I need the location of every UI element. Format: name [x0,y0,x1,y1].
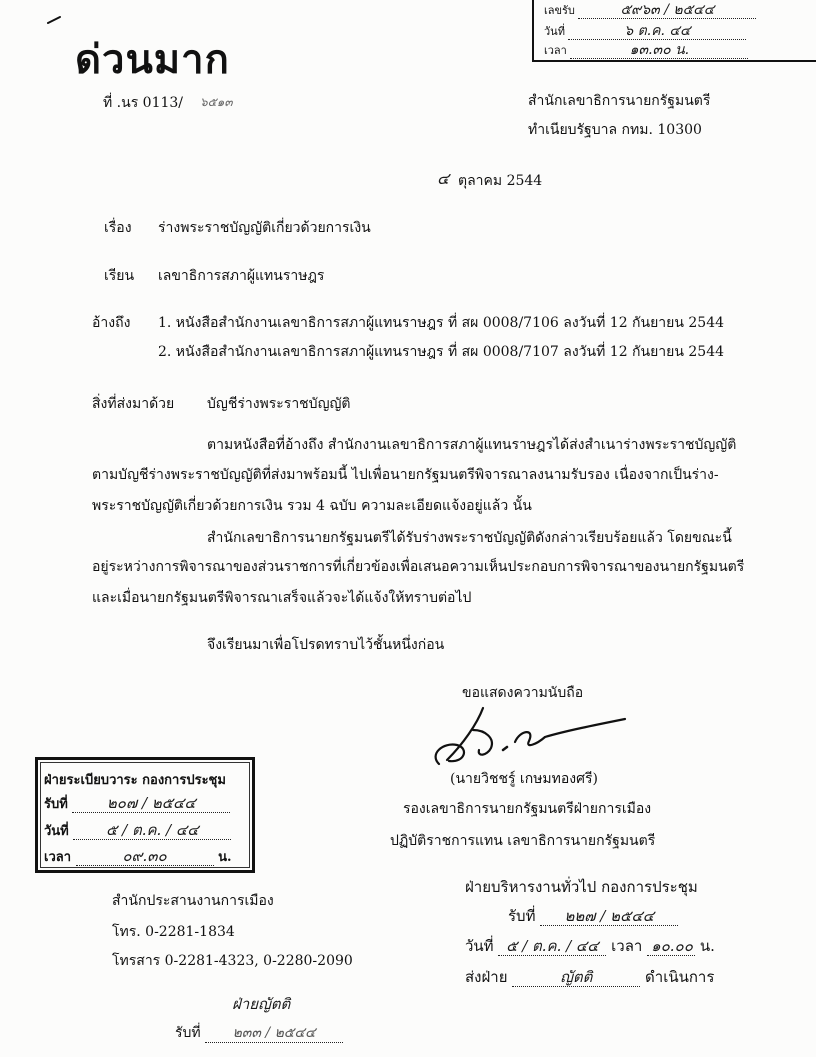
general-admin-receipt-label: รับที่ [508,907,536,925]
general-admin-forward-value: ญัตติ [512,968,640,987]
motions-receipt-row [175,1024,343,1043]
pen-tick-mark [46,14,64,26]
agenda-division-stamp [35,757,255,873]
receipt-date-row [544,23,746,40]
general-admin-time-value: ๑๐.๐๐ [647,937,695,956]
references-label: อ้างถึง [92,315,131,331]
recipient-label: เรียน [104,268,135,284]
date-day-handwritten: ๔ [437,169,450,188]
agenda-date-label: วันที่ [44,824,69,839]
body-line: ตามบัญชีร่างพระราชบัญญัติที่ส่งมาพร้อมนี้ ไปเพื่อนายกรัฐมนตรีพิจารณาลงนามรับรอง เนื่องจากเป็นร่าง- [92,467,719,483]
subject-label: เรื่อง [104,220,132,236]
receipt-time-label: เวลา [544,44,567,57]
reference-number-handwritten: ๖๕๑๓ [200,95,233,109]
general-admin-forward-row [465,968,714,987]
enclosure-label: สิ่งที่ส่งมาด้วย [92,396,175,412]
receipt-date-value: ๖ ต.ค. ๔๔ [568,23,746,40]
agenda-receipt-row [44,794,230,814]
general-admin-receipt-row [508,907,678,926]
general-admin-receipt-value: ๒๒๗ / ๒๕๔๔ [540,907,678,926]
general-admin-stamp-title: ฝ่ายบริหารงานทั่วไป กองการประชุม [465,878,698,896]
receipt-time-row [544,42,748,59]
receipt-number-row [544,2,756,19]
agenda-date-row [44,821,231,841]
signer-acting-capacity: ปฏิบัติราชการแทน เลขาธิการนายกรัฐมนตรี [390,833,656,849]
motions-stamp-title: ฝ่ายญัตติ [232,995,291,1013]
general-admin-action-label: ดำเนินการ [645,968,715,986]
agenda-time-unit: น. [218,850,232,865]
date-month-year: ตุลาคม 2544 [458,173,543,189]
agenda-date-value: ๕ / ต.ค. / ๔๔ [73,821,231,840]
closing-request: จึงเรียนมาเพื่อโปรดทราบไว้ชั้นหนึ่งก่อน [207,637,445,653]
reference-item: 2. หนังสือสำนักงานเลขาธิการสภาผู้แทนราษฎร ที่ สผ 0008/7107 ลงวันที่ 12 กันยายน 2544 [158,344,725,360]
body-line: อยู่ระหว่างการพิจารณาของส่วนราชการที่เกี่ยวข้องเพื่อเสนอความเห็นประกอบการพิจารณาของนายกรัฐมนตรี [92,559,745,575]
valediction: ขอแสดงความนับถือ [462,685,584,701]
general-admin-date-value: ๕ / ต.ค. / ๔๔ [498,937,606,956]
general-admin-time-label: เวลา [611,937,643,955]
signer-title: รองเลขาธิการนายกรัฐมนตรีฝ่ายการเมือง [403,801,652,817]
motions-receipt-value: ๒๓๓ / ๒๕๔๔ [205,1024,343,1043]
body-line: และเมื่อนายกรัฐมนตรีพิจารณาเสร็จแล้วจะได้แจ้งให้ทราบต่อไป [92,590,472,606]
recipient-text: เลขาธิการสภาผู้แทนราษฎร [158,268,325,284]
body-line: ตามหนังสือที่อ้างถึง สำนักงานเลขาธิการสภาผู้แทนราษฎรได้ส่งสำเนาร่างพระราชบัญญัติ [207,437,737,453]
agenda-time-value: ๐๙.๓๐ [76,847,214,866]
sender-office: สำนักเลขาธิการนายกรัฐมนตรี [528,93,711,109]
agenda-receipt-value: ๒๐๗ / ๒๕๔๔ [72,794,230,813]
receipt-time-value: ๑๓.๓๐ น. [570,42,748,59]
contact-office: สำนักประสานงานการเมือง [112,893,274,909]
urgency-heading: ด่วนมาก [75,36,230,83]
agenda-stamp-title: ฝ่ายระเบียบวาระ กองการประชุม [44,773,226,788]
enclosure-text: บัญชีร่างพระราชบัญญัติ [207,396,351,412]
reference-number-label: ที่ .นร 0113/ [103,95,184,111]
general-admin-forward-label: ส่งฝ่าย [465,968,508,986]
agenda-time-label: เวลา [44,850,72,865]
handwritten-signature [425,700,635,774]
receipt-number-value: ๕๙๖๓ / ๒๕๔๔ [578,2,756,19]
agenda-time-row [44,847,232,867]
general-admin-date-row [465,937,715,956]
sender-address: ทำเนียบรัฐบาล กทม. 10300 [528,122,702,138]
general-admin-time-unit: น. [699,937,715,955]
agenda-receipt-label: รับที่ [44,797,68,812]
motions-receipt-label: รับที่ [175,1025,201,1041]
subject-text: ร่างพระราชบัญญัติเกี่ยวด้วยการเงิน [158,220,371,236]
receipt-number-label: เลขรับ [544,4,575,17]
body-line: สำนักเลขาธิการนายกรัฐมนตรีได้รับร่างพระราชบัญญัติดังกล่าวเรียบร้อยแล้ว โดยขณะนี้ [207,530,732,546]
contact-phone: โทร. 0-2281-1834 [112,924,235,940]
contact-fax: โทรสาร 0-2281-4323, 0-2280-2090 [112,953,353,969]
general-admin-date-label: วันที่ [465,937,494,955]
body-line: พระราชบัญญัติเกี่ยวด้วยการเงิน รวม 4 ฉบับ ความละเอียดแจ้งอยู่แล้ว นั้น [92,498,532,514]
reference-item: 1. หนังสือสำนักงานเลขาธิการสภาผู้แทนราษฎร ที่ สผ 0008/7106 ลงวันที่ 12 กันยายน 2544 [158,315,725,331]
receipt-date-label: วันที่ [544,25,565,38]
signer-name: (นายวิชชรู์ เกษมทองศรี) [450,771,598,787]
receipt-stamp-top [532,0,816,62]
